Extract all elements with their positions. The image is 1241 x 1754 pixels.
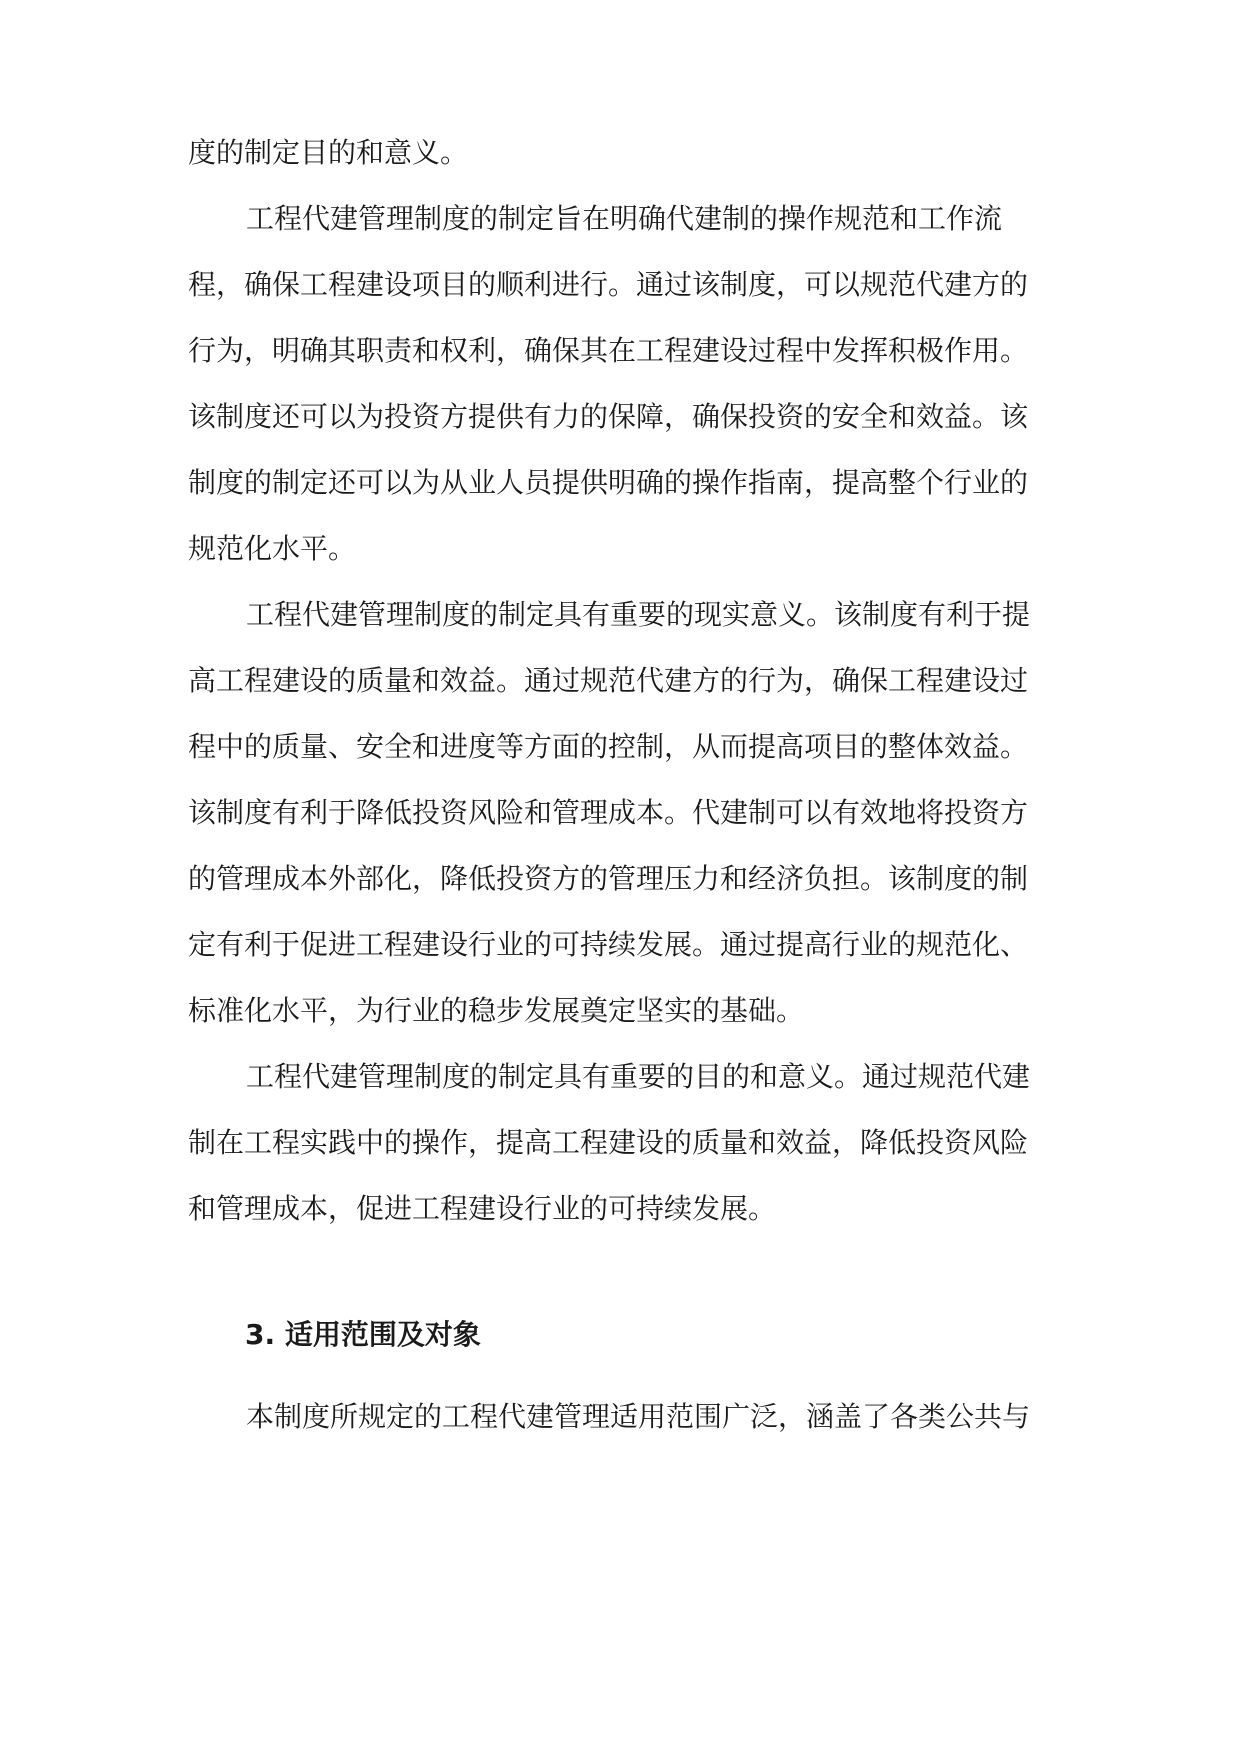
text-line: 行为，明确其职责和权利，确保其在工程建设过程中发挥积极作用。 xyxy=(188,334,1029,367)
text-line: 标准化水平，为行业的稳步发展奠定坚实的基础。 xyxy=(188,994,805,1027)
text-line: 程中的质量、安全和进度等方面的控制，从而提高项目的整体效益。 xyxy=(188,730,1029,763)
text-line: 高工程建设的质量和效益。通过规范代建方的行为，确保工程建设过 xyxy=(188,664,1029,697)
text-line: 工程代建管理制度的制定具有重要的现实意义。该制度有利于提 xyxy=(246,598,1031,631)
text-line: 本制度所规定的工程代建管理适用范围广泛，涵盖了各类公共与 xyxy=(246,1400,1031,1433)
section-heading: 3. 适用范围及对象 xyxy=(245,1318,481,1351)
paragraph-purpose xyxy=(188,186,1060,582)
text-line: 和管理成本，促进工程建设行业的可持续发展。 xyxy=(188,1192,777,1225)
text-line: 制度的制定还可以为从业人员提供明确的操作指南，提高整个行业的 xyxy=(188,466,1029,499)
text-line: 工程代建管理制度的制定具有重要的目的和意义。通过规范代建 xyxy=(246,1060,1031,1093)
text-line: 该制度有利于降低投资风险和管理成本。代建制可以有效地将投资方 xyxy=(188,796,1029,829)
text-line: 程，确保工程建设项目的顺利进行。通过该制度，可以规范代建方的 xyxy=(188,268,1029,301)
text-line: 工程代建管理制度的制定旨在明确代建制的操作规范和工作流 xyxy=(246,202,1003,235)
text-line: 度的制定目的和意义。 xyxy=(188,136,469,169)
paragraph-conclusion xyxy=(188,1044,1060,1242)
text-line: 该制度还可以为投资方提供有力的保障，确保投资的安全和效益。该 xyxy=(188,400,1029,433)
text-line: 的管理成本外部化，降低投资方的管理压力和经济负担。该制度的制 xyxy=(188,862,1029,895)
paragraph-significance xyxy=(188,582,1060,1044)
paragraph-scope xyxy=(188,1384,1060,1450)
text-line: 定有利于促进工程建设行业的可持续发展。通过提高行业的规范化、 xyxy=(188,928,1029,961)
text-line: 规范化水平。 xyxy=(188,532,357,565)
text-line: 制在工程实践中的操作，提高工程建设的质量和效益，降低投资风险 xyxy=(188,1126,1029,1159)
paragraph-continuation xyxy=(188,120,1060,186)
